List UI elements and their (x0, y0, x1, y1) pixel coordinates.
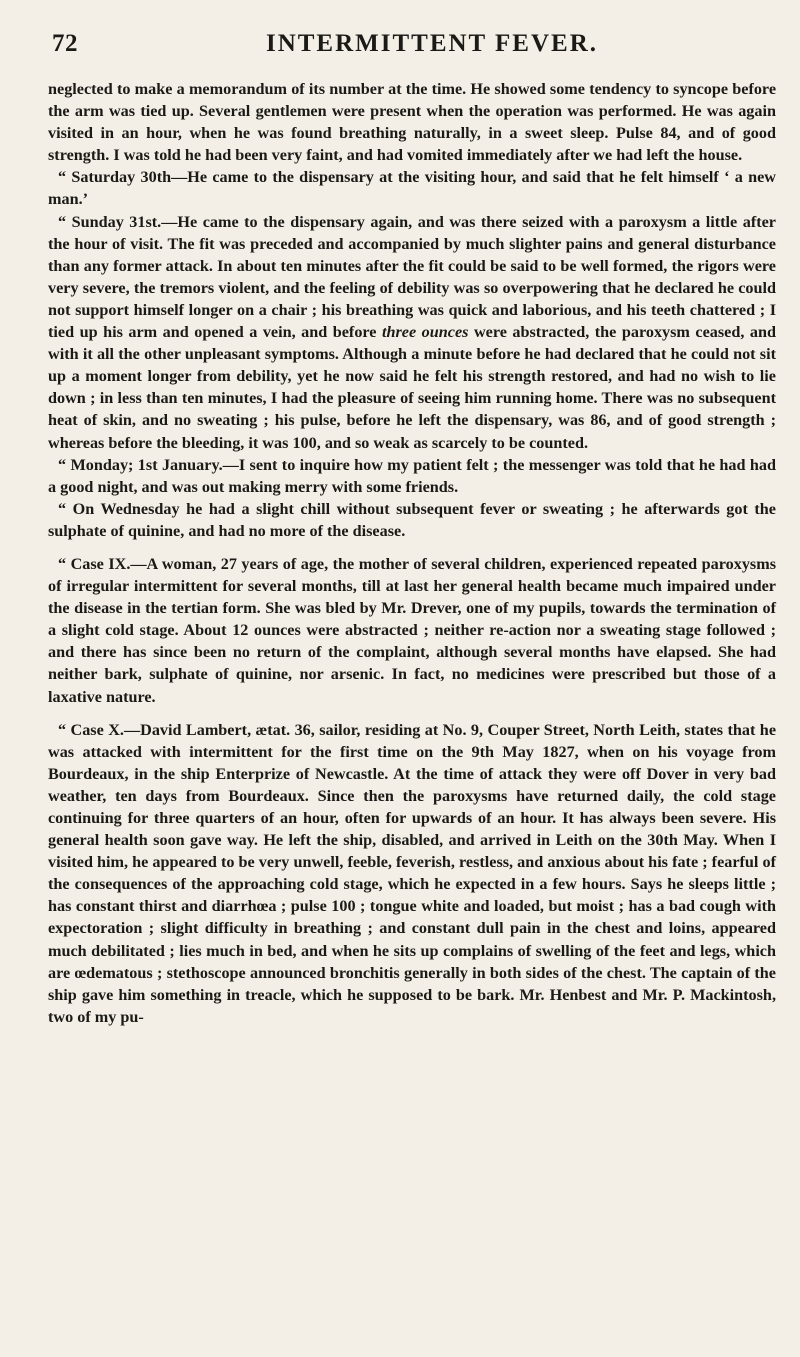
paragraph-text: “ Sunday 31st.—He came to the dispensary again, and was there seized with a paroxysm a little after the hour of visit. The fit was preceded and accompanied by much slighter pains and general disturbance than any former attack. In about ten minutes after the fit could be said to be well formed, the rigors were very severe, the tremors violent, and the feeling of debility was so overpowering that he declared he could not support himself longer on a chair ; his breathing was quick and laborious, and his teeth chattered ; I tied up his arm and opened a vein, and before (48, 212, 776, 342)
paragraph-text: “ Case IX.—A woman, 27 years of age, the mother of several children, experienced repeated paroxysms of irregular intermittent for several months, till at last her general health became much impaired under the disease in the tertian form. She was bled by Mr. Drever, one of my pupils, towards the termination of a slight cold stage. About 12 ounces were abstracted ; neither re-action nor a sweating stage followed ; and there has since been no return of the complaint, although several months have elapsed. She had neither bark, sulphate of quinine, nor arsenic. In fact, no medicines were prescribed but those of a laxative nature. (48, 554, 776, 706)
running-title: INTERMITTENT FEVER. (265, 30, 599, 57)
paragraph-text: were abstracted, the paroxysm ceased, and with it all the other unpleasant symptoms. Although a minute before he had declared that he could not sit up a moment longer from debility, yet he now said he felt his strength restored, and had no wish to lie down ; in less than ten minutes, I had the pleasure of seeing him running home. There was no subsequent heat of skin, and no sweating ; his pulse, before he left the dispensary, was 86, and of good strength ; whereas before the bleeding, it was 100, and so weak as scarcely to be counted. (48, 323, 777, 452)
paragraph-case-ix (48, 553, 776, 708)
paragraph-text: neglected to make a memorandum of its number at the time. He showed some tendency to syncope before the arm was tied up. Several gentlemen were present when the operation was performed. He was again visited in an hour, when he was found breathing naturally, in a sweet sleep. Pulse 84, and of good strength. I was told he had been very faint, and had vomited immediately after we had left the house. (48, 80, 776, 165)
paragraph-case-x (48, 719, 776, 1028)
page-number: 72 (52, 30, 78, 57)
paragraph-text: “ Case X.—David Lambert, ætat. 36, sailor, residing at No. 9, Couper Street, North Leith, states that he was attacked with intermittent for the first time on the 9th May 1827, when on his voyage from Bourdeaux, in the ship Enterprize of Newcastle. At the time of attack they were off Dover in very bad weather, ten days from Bourdeaux. Since then the paroxysms have returned daily, the cold stage continuing for three quarters of an hour, often for upwards of an hour. It has always been severe. His general health soon gave way. He left the ship, disabled, and arrived in Leith on the 30th May. When I visited him, he appeared to be very unwell, feeble, feverish, restless, and anxious about his fate ; fearful of the consequences of the approaching cold stage, which he expected in a few hours. Says he sleeps little ; has constant thirst and diarrhœa ; pulse 100 ; tongue white and loaded, but moist ; has a bad cough with expectoration ; slight difficulty in breathing ; and constant dull pain in the chest and loins, appeared much debilitated ; lies much in bed, and when he sits up complains of swelling of the feet and legs, which are œdematous ; stethoscope announced bronchitis generally in both sides of the chest. The captain of the ship gave him something in treacle, which he supposed to be bark. Mr. Henbest and Mr. P. Mackintosh, two of my pu- (48, 720, 776, 1026)
running-head (48, 30, 776, 70)
paragraph-saturday (48, 166, 776, 210)
paragraph-text: “ On Wednesday he had a slight chill without subsequent fever or sweating ; he afterwards got the sulphate of quinine, and had no more of the disease. (48, 499, 776, 540)
body-text (48, 78, 776, 1028)
paragraph-monday (48, 454, 776, 498)
paragraph-continuation (48, 78, 776, 166)
paragraph-sunday (48, 211, 776, 454)
paragraph-text: “ Saturday 30th—He came to the dispensary at the visiting hour, and said that he felt himself ‘ a new man.’ (48, 168, 776, 209)
paragraph-text: “ Monday; 1st January.—I sent to inquire how my patient felt ; the messenger was told that he had had a good night, and was out making merry with some friends. (48, 455, 776, 496)
emphasis-three-ounces: three ounces (382, 323, 469, 342)
paragraph-wednesday (48, 498, 776, 542)
